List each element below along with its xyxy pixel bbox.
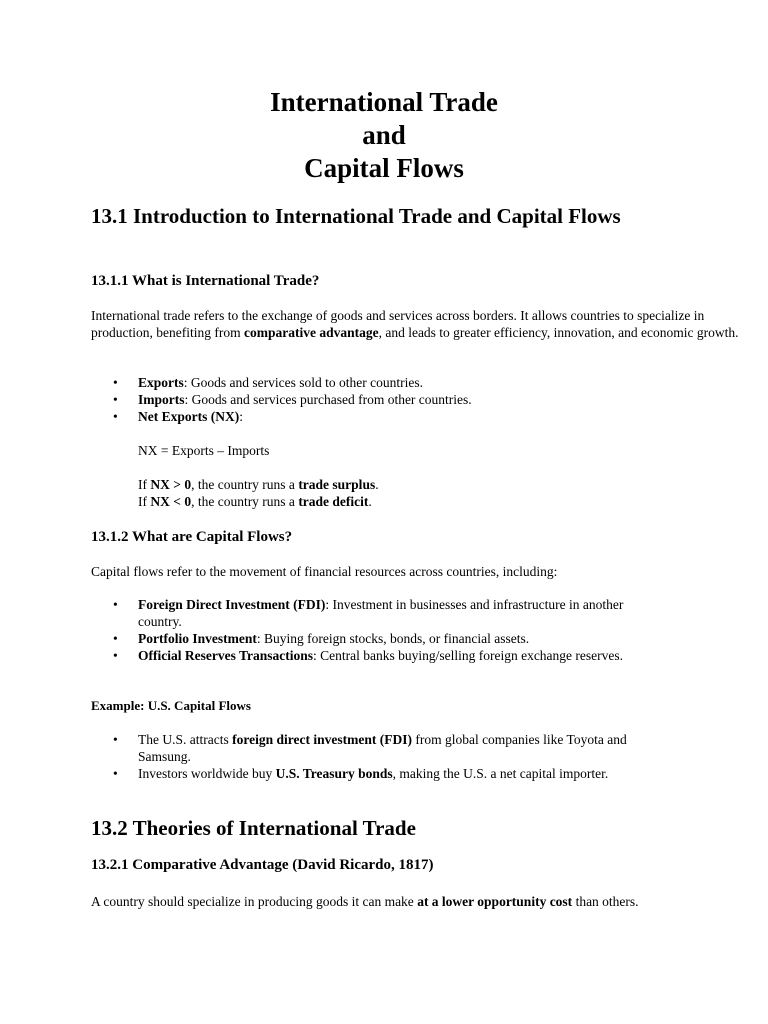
section-13-2-heading: 13.2 Theories of International Trade xyxy=(91,816,416,840)
bullet-icon: • xyxy=(113,375,118,390)
title-line-2: and xyxy=(362,120,406,150)
list-item xyxy=(91,596,651,630)
list-text: The U.S. attracts xyxy=(138,732,233,747)
list-item xyxy=(91,391,651,408)
condition-text: , the country runs a xyxy=(191,477,299,492)
list-term: Exports xyxy=(138,375,184,390)
list-item xyxy=(91,408,651,425)
paragraph-text: than others. xyxy=(572,894,639,909)
bullet-icon: • xyxy=(113,766,118,781)
condition-text: . xyxy=(375,477,379,492)
list-text: , making the U.S. a net capital importer. xyxy=(392,766,609,781)
bullet-icon: • xyxy=(113,392,118,407)
condition-bold: trade surplus xyxy=(298,477,376,492)
paragraph-bold-term: at a lower opportunity cost xyxy=(417,894,573,909)
list-term: foreign direct investment (FDI) xyxy=(232,732,412,747)
list-text: : Buying foreign stocks, bonds, or financial assets. xyxy=(256,631,530,646)
list-item xyxy=(91,647,651,664)
condition-text: If xyxy=(138,477,151,492)
list-term: U.S. Treasury bonds xyxy=(275,766,393,781)
example-heading: Example: U.S. Capital Flows xyxy=(91,698,251,713)
list-term: Foreign Direct Investment (FDI) xyxy=(138,597,326,612)
list-text: : Investment in businesses and infrastructure in another country. xyxy=(138,597,624,629)
net-exports-formula: NX = Exports – Imports xyxy=(138,443,270,458)
paragraph-text: , and leads to greater efficiency, innovation, and economic growth. xyxy=(378,325,739,340)
example-list xyxy=(91,731,651,782)
condition-text: , the country runs a xyxy=(191,494,299,509)
document-title xyxy=(0,86,768,185)
list-text: Investors worldwide buy xyxy=(138,766,276,781)
list-term: Imports xyxy=(138,392,185,407)
list-term: Official Reserves Transactions xyxy=(138,648,313,663)
paragraph-text: International trade refers to the exchange of goods and services across borders. It allows countries to specialize in production, benefiting from xyxy=(91,308,705,340)
list-term: Portfolio Investment xyxy=(138,631,257,646)
section-13-2-1-heading: 13.2.1 Comparative Advantage (David Ricardo, 1817) xyxy=(91,857,434,873)
capital-flows-list xyxy=(91,596,651,664)
list-term: Net Exports (NX) xyxy=(138,409,240,424)
list-text: from global companies like Toyota and Samsung. xyxy=(138,732,627,764)
comparative-advantage-paragraph xyxy=(91,893,751,910)
bullet-icon: • xyxy=(113,648,118,663)
condition-bold: NX < 0 xyxy=(150,494,192,509)
trade-terms-list xyxy=(91,374,651,425)
paragraph-text: A country should specialize in producing goods it can make xyxy=(91,894,418,909)
international-trade-paragraph xyxy=(91,307,741,341)
bullet-icon: • xyxy=(113,597,118,612)
title-line-3: Capital Flows xyxy=(304,153,464,183)
list-text: : Goods and services sold to other countries. xyxy=(183,375,423,390)
title-line-1: International Trade xyxy=(270,87,498,117)
section-13-1-1-heading: 13.1.1 What is International Trade? xyxy=(91,273,320,289)
section-13-1-2-heading: 13.1.2 What are Capital Flows? xyxy=(91,529,293,545)
capital-flows-paragraph: Capital flows refer to the movement of financial resources across countries, including: xyxy=(91,564,558,579)
list-text: : xyxy=(239,409,243,424)
paragraph-bold-term: comparative advantage xyxy=(243,325,379,340)
trade-deficit-condition xyxy=(138,493,658,510)
condition-bold: NX > 0 xyxy=(150,477,192,492)
bullet-icon: • xyxy=(113,732,118,747)
list-item xyxy=(91,731,651,765)
list-item xyxy=(91,630,651,647)
list-text: : Central banks buying/selling foreign exchange reserves. xyxy=(312,648,624,663)
condition-text: If xyxy=(138,494,151,509)
condition-bold: trade deficit xyxy=(298,494,369,509)
bullet-icon: • xyxy=(113,631,118,646)
bullet-icon: • xyxy=(113,409,118,424)
trade-surplus-condition xyxy=(138,476,658,493)
condition-text: . xyxy=(368,494,372,509)
section-13-1-heading: 13.1 Introduction to International Trade and Capital Flows xyxy=(91,204,621,228)
list-item xyxy=(91,765,651,782)
list-text: : Goods and services purchased from other countries. xyxy=(184,392,472,407)
list-item xyxy=(91,374,651,391)
